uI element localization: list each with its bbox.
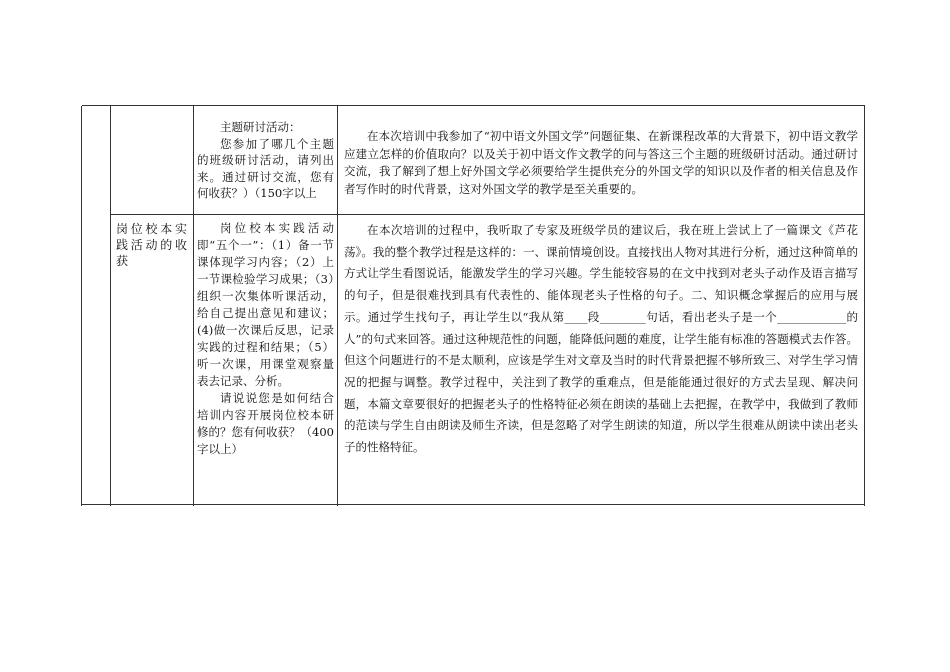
practice-answer-cell xyxy=(344,220,858,459)
practice-answer xyxy=(344,220,858,459)
answer-text-4: 的人”的句式来回答。通过这种规范性的问题，能降低问题的难度，让学生能有标准的答题模式去作答。但这个问题进行的不是太顺利，应该是学生对文章及当时的时代背景把握不够所致三、对学生学习情况的把握与调整。教学过程中，关注到了教学的重难点，但是能能通过很好的方式去呈现、解决问题，本篇文章要很好的把握老头子的性格特征必须在朗读的基础上去把握，在教学中，我做到了教师的范读与学生自由朗读及师生齐读，但是忽略了对学生朗读的知道，所以学生很难从朗读中读出老头子的性格特征。 xyxy=(344,309,859,455)
practice-question: 请说说您是如何结合培训内容开展岗位校本研修的？您有何收获？（400字以上） xyxy=(197,391,334,456)
row-divider xyxy=(110,214,865,215)
practice-label: 岗位校本实践活动的收获 xyxy=(116,222,189,268)
theme-discussion-answer-cell xyxy=(344,128,858,198)
training-report-table xyxy=(82,105,865,505)
theme-discussion-question: 您参加了哪几个主题的班级研讨活动，请列出来。通过研讨交流，您有何收获？）（150字以上 xyxy=(197,136,334,200)
fill-blank-3: ____________ xyxy=(777,309,847,324)
column-divider-2 xyxy=(193,106,194,506)
column-divider-1 xyxy=(110,106,111,506)
theme-discussion-answer: 在本次培训中我参加了“初中语文外国文学”问题征集、在新课程改革的大背景下，初中语文教学应建立怎样的价值取向？以及关于初中语文作文教学的问与答这三个主题的班级研讨活动。通过研讨交流，我了解到了想上好外国文学必须要给学生提供充分的外国文学的知识以及作者的相关信息及作者写作时的时代背景，这对外国文学的教学是至关重要的。 xyxy=(344,129,858,196)
practice-prompt-cell xyxy=(197,220,334,458)
table-right-border xyxy=(864,106,865,506)
answer-text-3: 句话，看出老头子是一个 xyxy=(645,309,778,324)
answer-text-1: 在本次培训的过程中，我听取了专家及班级学员的建议后，我在班上尝试上了一篇课文《芦花荡》。我的整个教学过程是这样的：一、课前情境创设。直接找出人物对其进行分析，通过这种简单的方式让学生看图说话，能激发学生的学习兴趣。学生能较容易的在文中找到对老头子动作及语言描写的句子，但是很难找到具有代表性的、能体现老头子性格的句子。二、知识概念掌握后的应用与展示。通过学生找句子，再让学生以“我从第 xyxy=(344,223,858,324)
practice-label-cell xyxy=(116,221,189,269)
theme-discussion-title: 主题研讨活动： xyxy=(220,120,301,134)
table-left-border xyxy=(81,106,82,506)
column-divider-3 xyxy=(337,106,338,506)
answer-text-2: 段 xyxy=(587,309,600,324)
practice-activities-description: 岗位校本实践活动即“五个一”：（1）备一节课体现学习内容；（2）上一节课检验学习成果；（3）组织一次集体听课活动，给自己提出意见和建议；(4)做一次课后反思，记录实践的过程和结果；（5）听一次课，用课堂观察量表去记录、分析。 xyxy=(197,221,334,388)
fill-blank-2: ________ xyxy=(599,309,646,324)
theme-discussion-prompt-cell xyxy=(197,119,334,202)
fill-blank-1: ____ xyxy=(564,309,588,324)
